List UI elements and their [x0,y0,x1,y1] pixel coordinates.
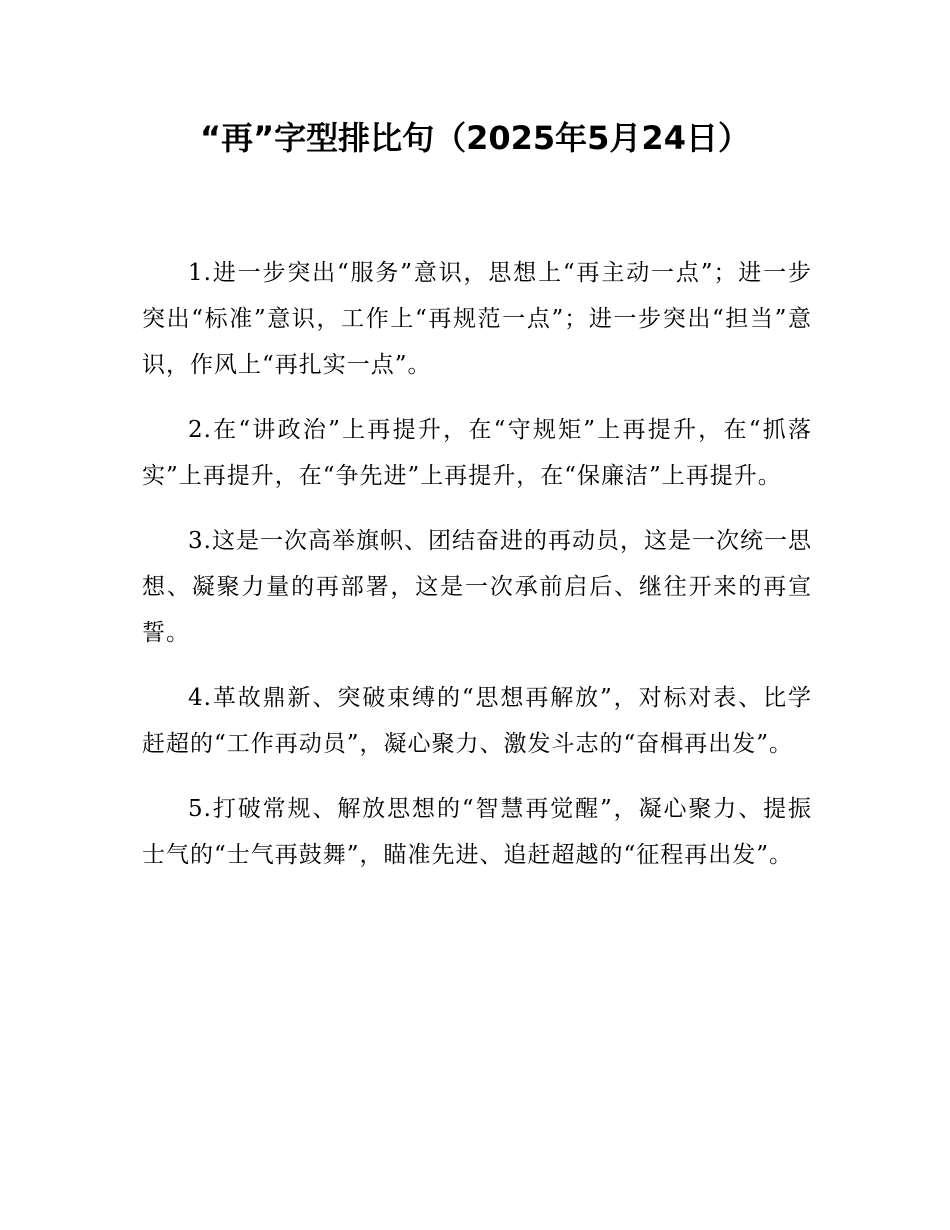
paragraph-1: 1.进一步突出“服务”意识，思想上“再主动一点”；进一步突出“标准”意识，工作上“再规范一点”；进一步突出“担当”意识，作风上“再扎实一点”。 [142,260,812,378]
document-body [142,250,812,897]
paragraph-3: 3.这是一次高举旗帜、团结奋进的再动员，这是一次统一思想、凝聚力量的再部署，这是一次承前启后、继往开来的再宣誓。 [142,528,812,646]
paragraph-5: 5.打破常规、解放思想的“智慧再觉醒”，凝心聚力、提振士气的“士气再鼓舞”，瞄准先进、追赶超越的“征程再出发”。 [142,796,812,868]
paragraph-4: 4.革故鼎新、突破束缚的“思想再解放”，对标对表、比学赶超的“工作再动员”，凝心聚力、激发斗志的“奋楫再出发”。 [142,685,812,757]
paragraph-2: 2.在“讲政治”上再提升，在“守规矩”上再提升，在“抓落实”上再提升，在“争先进”上再提升，在“保廉洁”上再提升。 [142,417,812,489]
document-title: “再”字型排比句（2025年5月24日） [200,119,750,157]
